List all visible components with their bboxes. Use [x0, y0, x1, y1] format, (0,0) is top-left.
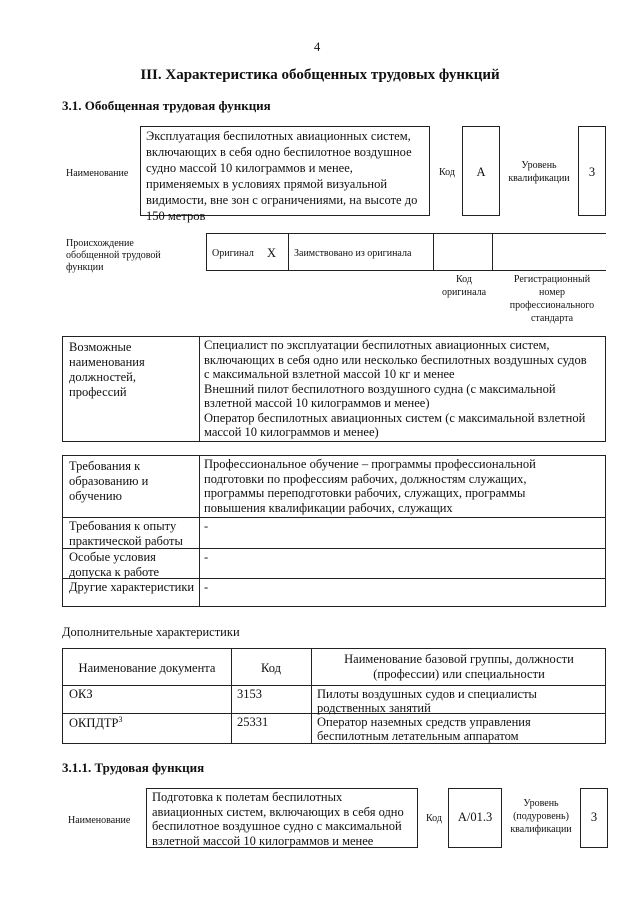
tf-level-box [580, 788, 608, 848]
position-line: массой 10 килограммов и менее) [204, 425, 379, 439]
tf-level-value: 3 [590, 810, 598, 824]
gtf-name-label: Наименование [66, 168, 129, 179]
gtf-level-box [578, 126, 606, 216]
position-line: взлетной массой 10 килограммов и менее) [204, 396, 430, 410]
gtf-code-box [462, 126, 500, 216]
tf-code-box [448, 788, 502, 848]
additional-row-name: Пилоты воздушных судов и специалисты родственных занятий [317, 687, 537, 715]
position-line: Внешний пилот беспилотного воздушного судна (с максимальной [204, 381, 556, 396]
gtf-level-label: Уровень квалификации [508, 160, 570, 184]
gtf-level-value: 3 [588, 165, 596, 179]
page-number: 4 [314, 40, 321, 54]
gtf-name-value: Эксплуатация беспилотных авиационных систем, включающих в себя одно беспилотное воздушное судно массой 10 килограммов и менее, применяемых в условиях прямой визуальной видимости, вне зон с ограничениями, на высоте до 150 метров [146, 129, 418, 223]
origin-label: Происхождение обобщенной трудовой функции [66, 238, 161, 273]
origin-reg-caption: Регистрационный номер профессионального стандарта [509, 274, 595, 324]
additional-row-code: 3153 [237, 687, 262, 701]
gtf-heading: 3.1. Обобщенная трудовая функция [62, 98, 271, 113]
additional-col-code: Код [261, 661, 281, 675]
tf-code-value: А/01.3 [457, 810, 493, 824]
tf-name-label: Наименование [68, 815, 131, 826]
origin-original-mark: X [267, 246, 277, 260]
additional-row-doc: ОКЗ [69, 687, 93, 701]
position-line: Специалист по эксплуатации беспилотных авиационных систем, [204, 338, 550, 352]
additional-col-name: Наименование базовой группы, должности (профессии) или специальности [344, 652, 574, 681]
additional-table [62, 648, 606, 744]
additional-col-doc: Наименование документа [78, 661, 216, 675]
req-education-value: Профессиональное обучение – программы профессиональной подготовки по профессиям рабочих, должностям служащих, программы переподготовки рабочих, служащих, программы повышения квалификации рабочих, служащих [204, 457, 536, 515]
tf-code-label: Код [426, 813, 442, 824]
req-education-label: Требования к образованию и обучению [69, 459, 149, 503]
tf-level-label: Уровень (подуровень) квалификации [510, 798, 572, 835]
req-experience-label: Требования к опыту практической работы [69, 519, 183, 548]
req-experience-value: - [204, 519, 209, 533]
additional-row-name: Оператор наземных средств управления беспилотным летательным аппаратом [317, 715, 531, 743]
origin-code-caption: Код оригинала [441, 274, 487, 298]
req-other-value: - [204, 580, 209, 594]
req-admission-value: - [204, 550, 209, 564]
section-title: III. Характеристика обобщенных трудовых функций [140, 67, 500, 83]
positions-label: Возможные наименования должностей, профессий [69, 340, 145, 399]
origin-original-label: Оригинал [212, 248, 254, 259]
positions-list [204, 338, 604, 440]
gtf-code-value: А [476, 165, 486, 179]
position-line: включающих в себя одно или несколько беспилотных воздушных судов [204, 352, 587, 367]
additional-row-doc: ОКПДТР$^3$ [69, 715, 123, 731]
additional-row-code: 25331 [237, 715, 269, 729]
req-other-label: Другие характеристики [69, 580, 195, 594]
additional-heading: Дополнительные характеристики [62, 625, 240, 639]
gtf-code-label: Код [439, 167, 455, 178]
positions-table [62, 336, 606, 442]
tf-heading: 3.1.1. Трудовая функция [62, 760, 205, 775]
tf-name-box [146, 788, 418, 848]
origin-borrowed-label: Заимствовано из оригинала [294, 248, 412, 259]
req-admission-label: Особые условия допуска к работе [69, 550, 160, 579]
position-line: с максимальной взлетной массой 10 кг и менее [204, 367, 455, 381]
requirements-table [62, 455, 606, 607]
position-line: Оператор беспилотных авиационных систем (с максимальной взлетной [204, 410, 586, 425]
gtf-name-box [140, 126, 430, 223]
tf-name-value: Подготовка к полетам беспилотных авиационных систем, включающих в себя одно беспилотное воздушное судно с максимальной взлетной массой 10 килограммов и менее [152, 790, 404, 848]
